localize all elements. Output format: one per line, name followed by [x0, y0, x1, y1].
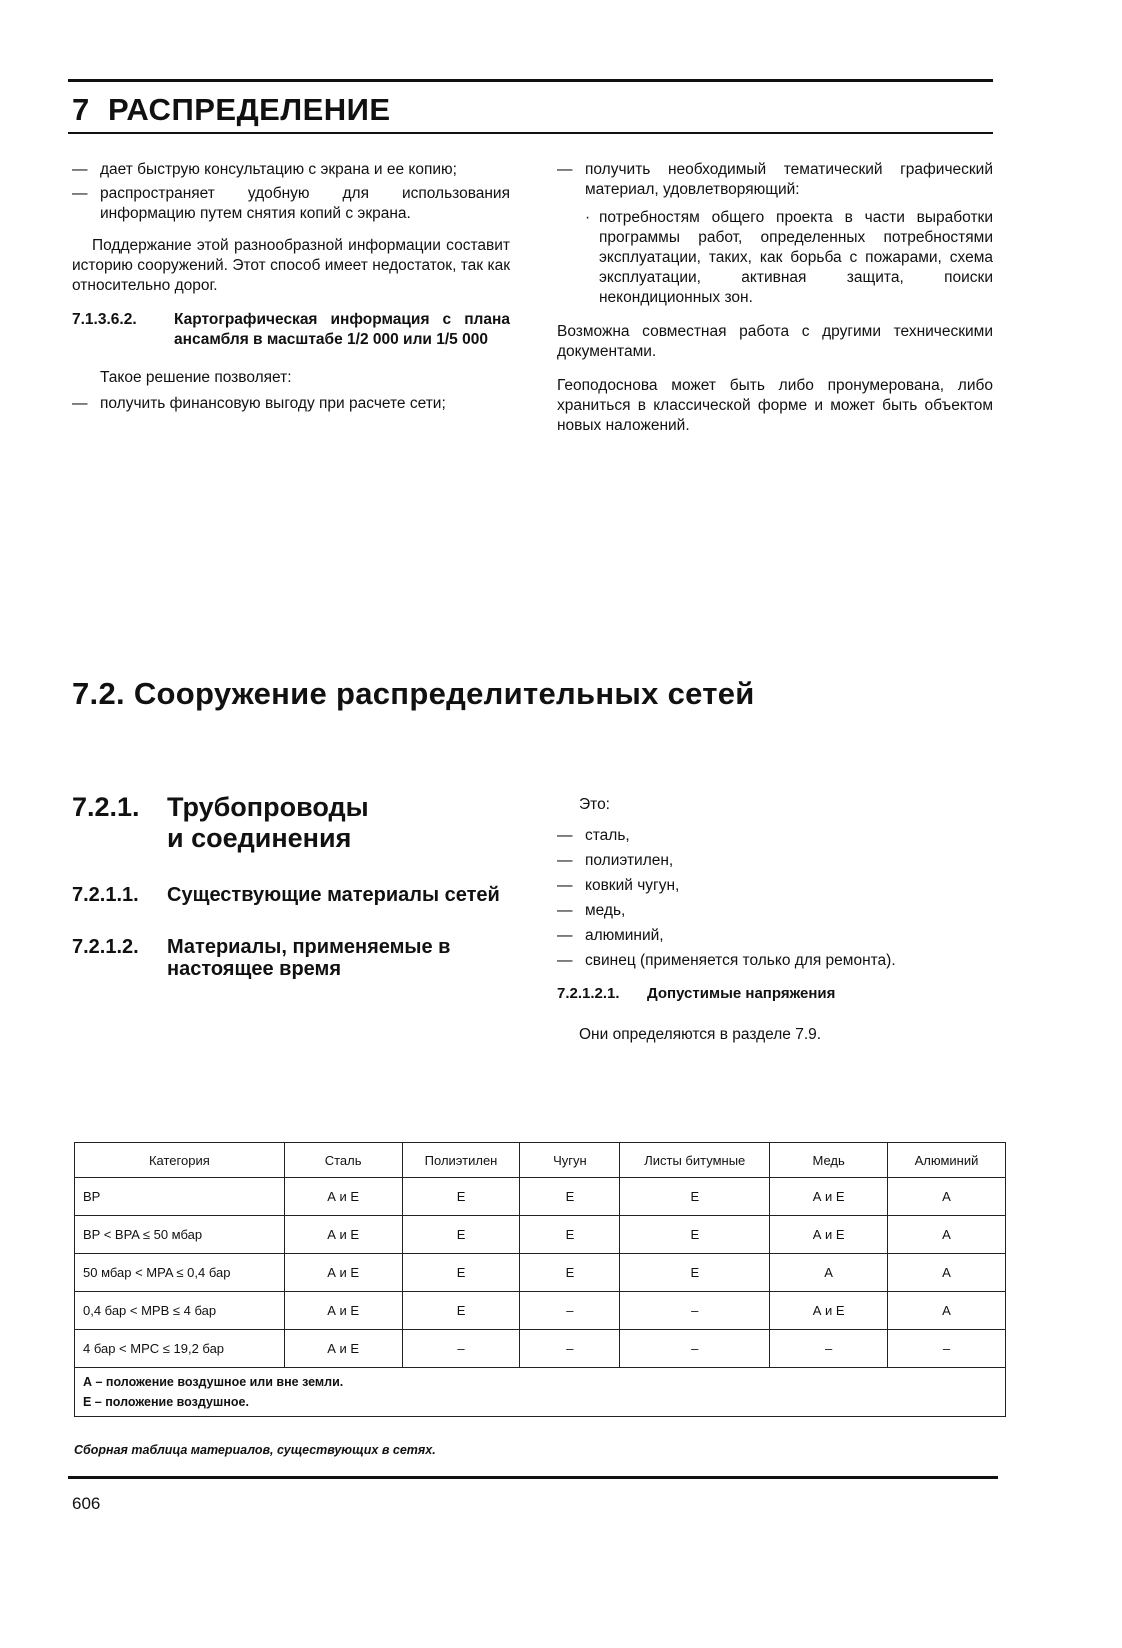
- section-number: 7.2.: [72, 676, 125, 711]
- column-header: Медь: [770, 1143, 888, 1178]
- table-cell: Е: [520, 1216, 620, 1254]
- column-header: Чугун: [520, 1143, 620, 1178]
- table-cell: BP: [75, 1178, 285, 1216]
- table-cell: А: [888, 1254, 1006, 1292]
- dash-item-text: получить необходимый тематический графический материал, удовлетворяющий:: [585, 161, 993, 198]
- heading-title: Материалы, применяемые в настоящее время: [167, 936, 451, 980]
- table-cell: Е: [620, 1178, 770, 1216]
- heading-title-line: и соединения: [167, 823, 352, 853]
- material-item: — медь,: [557, 898, 993, 923]
- table-cell: А и Е: [284, 1216, 402, 1254]
- subsection-heading-level3: [72, 792, 512, 854]
- heading-title: Допустимые напряжения: [647, 985, 836, 1002]
- table-row: [75, 1216, 1006, 1254]
- table-row: [75, 1292, 1006, 1330]
- material-text: свинец (применяется только для ремонта).: [585, 952, 896, 969]
- dash-item: — дает быструю консультацию с экрана и ее копию;: [72, 160, 510, 180]
- table-cell: Е: [620, 1254, 770, 1292]
- heading-number: 7.2.1.2.1.: [557, 985, 620, 1002]
- table-cell: –: [620, 1330, 770, 1368]
- section-heading: [72, 676, 755, 712]
- dash-item-text: получить финансовую выгоду при расчете сети;: [100, 395, 446, 412]
- table-cell: А и Е: [770, 1178, 888, 1216]
- bullet-item-text: потребностям общего проекта в части выработки программы работ, определенных потребностями эксплуатации, таких, как борьба с пожарами, схема эксплуатации, активная защита, поиски некондиционных зон.: [599, 209, 993, 306]
- table-cell: Е: [402, 1292, 520, 1330]
- heading-title-line: Трубопроводы: [167, 792, 369, 822]
- column-header: Категория: [75, 1143, 285, 1178]
- paragraph: Поддержание этой разнообразной информации составит историю сооружений. Этот способ имеет недостаток, так как относительно дорог.: [72, 237, 510, 294]
- table-cell: А и Е: [284, 1292, 402, 1330]
- table-caption: Сборная таблица материалов, существующих в сетях.: [74, 1443, 436, 1457]
- materials-table: [74, 1142, 1006, 1417]
- material-text: алюминий,: [585, 927, 664, 944]
- column-header: Алюминий: [888, 1143, 1006, 1178]
- subsection-title: Картографическая информация с плана ансамбля в масштабе 1/2 000 или 1/5 000: [174, 311, 510, 348]
- table-cell: 0,4 бар < MPB ≤ 4 бар: [75, 1292, 285, 1330]
- material-item: — свинец (применяется только для ремонта).: [557, 948, 993, 973]
- table-cell: А: [888, 1292, 1006, 1330]
- right-mid-column: [557, 792, 993, 1047]
- heading-number: 7.2.1.1.: [72, 884, 139, 906]
- table-cell: –: [888, 1330, 1006, 1368]
- table-cell: Е: [520, 1254, 620, 1292]
- paragraph: Геоподоснова может быть либо пронумерована, либо храниться в классической форме и может быть объектом новых наложений.: [557, 377, 993, 434]
- chapter-title: РАСПРЕДЕЛЕНИЕ: [107, 92, 391, 127]
- table-note: Е – положение воздушное.: [83, 1395, 249, 1409]
- table-cell: 4 бар < MPC ≤ 19,2 бар: [75, 1330, 285, 1368]
- material-text: медь,: [585, 902, 626, 919]
- subsection-heading-level4: [72, 884, 512, 906]
- table-row: [75, 1254, 1006, 1292]
- table-cell: А и Е: [284, 1330, 402, 1368]
- right-top-column: [557, 160, 993, 436]
- dash-item-text: распространяет удобную для использования информацию путем снятия копий с экрана.: [100, 185, 510, 222]
- table-cell: –: [520, 1330, 620, 1368]
- paragraph: Такое решение позволяет:: [100, 369, 292, 386]
- heading-number: 7.2.1.2.: [72, 936, 139, 958]
- table-note: А – положение воздушное или вне земли.: [83, 1375, 344, 1389]
- dash-item: — получить финансовую выгоду при расчете сети;: [72, 394, 510, 414]
- subsection-heading: [72, 310, 510, 350]
- heading-number: 7.2.1.: [72, 792, 140, 822]
- table-cell: Е: [520, 1178, 620, 1216]
- table-cell: А и Е: [770, 1292, 888, 1330]
- chapter-heading: [72, 92, 391, 128]
- section-title: Сооружение распределительных сетей: [133, 676, 755, 711]
- paragraph: Это:: [579, 796, 610, 813]
- table-notes-row: [75, 1368, 1006, 1417]
- bottom-rule: [68, 1476, 998, 1479]
- column-header: Листы битумные: [620, 1143, 770, 1178]
- dash-item: — получить необходимый тематический графический материал, удовлетворяющий:: [557, 161, 993, 198]
- table-cell: А: [888, 1216, 1006, 1254]
- material-item: — полиэтилен,: [557, 848, 993, 873]
- chapter-number: 7: [72, 92, 90, 127]
- subsection-heading-level5: [557, 981, 993, 1006]
- table-row: [75, 1178, 1006, 1216]
- heading-title: Существующие материалы сетей: [167, 884, 500, 906]
- dash-item-text: дает быструю консультацию с экрана и ее копию;: [100, 161, 457, 178]
- table-cell: А и Е: [284, 1178, 402, 1216]
- table-cell: Е: [402, 1178, 520, 1216]
- chapter-underline: [68, 132, 993, 134]
- table-notes: [75, 1368, 1006, 1417]
- material-text: сталь,: [585, 827, 630, 844]
- material-text: полиэтилен,: [585, 852, 674, 869]
- bullet-item: · потребностям общего проекта в части выработки программы работ, определенных потребностями эксплуатации, таких, как борьба с пожарами, схема эксплуатации, активная защита, поиски некондиционных зон.: [585, 209, 993, 306]
- dash-item: — распространяет удобную для использования информацию путем снятия копий с экрана.: [72, 185, 510, 222]
- material-item: — алюминий,: [557, 923, 993, 948]
- material-item: — сталь,: [557, 823, 993, 848]
- table-cell: Е: [620, 1216, 770, 1254]
- column-header: Полиэтилен: [402, 1143, 520, 1178]
- table-row: [75, 1330, 1006, 1368]
- top-rule: [68, 79, 993, 82]
- subsection-number: 7.1.3.6.2.: [72, 311, 137, 328]
- material-text: ковкий чугун,: [585, 877, 680, 894]
- table-cell: Е: [402, 1216, 520, 1254]
- table-cell: –: [770, 1330, 888, 1368]
- page-number: 606: [72, 1494, 101, 1513]
- table-cell: Е: [402, 1254, 520, 1292]
- table-cell: А: [888, 1178, 1006, 1216]
- table-cell: –: [520, 1292, 620, 1330]
- paragraph: Возможна совместная работа с другими техническими документами.: [557, 323, 993, 360]
- table-cell: –: [402, 1330, 520, 1368]
- paragraph: Они определяются в разделе 7.9.: [579, 1026, 822, 1043]
- table-cell: 50 мбар < MPA ≤ 0,4 бар: [75, 1254, 285, 1292]
- left-mid-column: [72, 792, 512, 980]
- table-cell: BP < BPA ≤ 50 мбар: [75, 1216, 285, 1254]
- column-header: Сталь: [284, 1143, 402, 1178]
- table-cell: А: [770, 1254, 888, 1292]
- table-cell: А и Е: [284, 1254, 402, 1292]
- material-item: — ковкий чугун,: [557, 873, 993, 898]
- subsection-heading-level4: [72, 936, 512, 980]
- table-cell: –: [620, 1292, 770, 1330]
- table-cell: А и Е: [770, 1216, 888, 1254]
- table-header-row: [75, 1143, 1006, 1178]
- left-top-column: [72, 160, 510, 414]
